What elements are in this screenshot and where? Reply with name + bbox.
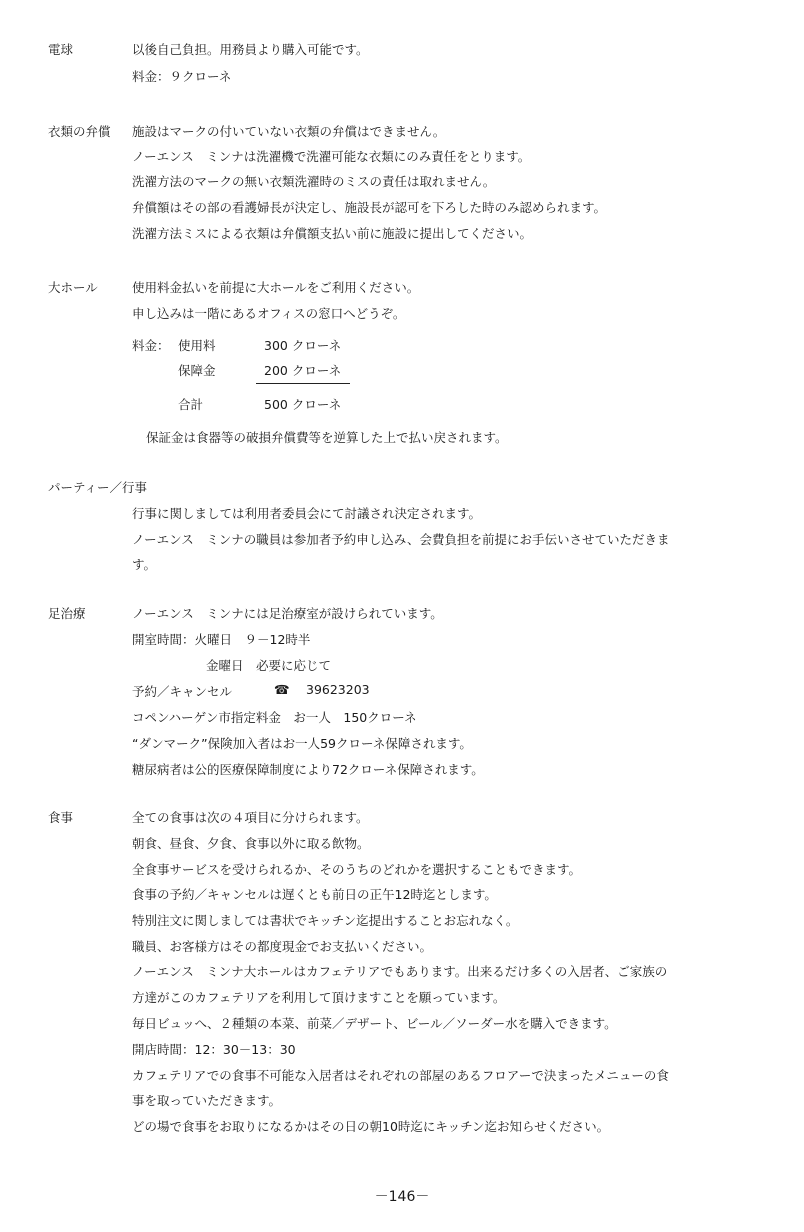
line: コペンハーゲン市指定料金 お一人 150クローネ [132,710,417,725]
line: 保証金は食器等の破損弁償費等を逆算した上で払い戻されます。 [146,430,508,445]
fee-label: 料金： [132,338,170,353]
fee-row-name: 保障金 [178,363,216,378]
fee-row-name: 使用料 [178,338,216,353]
line: 事を取っていただきます。 [132,1093,282,1108]
section-label: 電球 [48,42,74,57]
line: 料金：９クローネ [132,69,232,84]
line: 使用料金払いを前提に大ホールをご利用ください。 [132,280,420,295]
fee-total-name: 合計 [178,397,204,412]
line: ノーエンス ミンナの職員は参加者予約申し込み、会費負担を前提にお手伝いさせていただきま [132,532,670,547]
line: 朝食、昼食、夕食、食事以外に取る飲物。 [132,836,370,851]
line: す。 [132,557,157,572]
line: ノーエンス ミンナには足治療室が設けられています。 [132,606,443,621]
line: 施設はマークの付いていない衣類の弁償はできません。 [132,124,446,139]
line: ノーエンス ミンナ大ホールはカフェテリアでもあります。出来るだけ多くの入居者、ご家族の [132,964,668,979]
phone-number: 39623203 [306,682,370,697]
line: 洗濯方法ミスによる衣類は弁償額支払い前に施設に提出してください。 [132,226,533,241]
section-label: 衣類の弁償 [48,124,111,139]
line: 金曜日 必要に応じて [206,658,332,673]
section-label: 食事 [48,810,74,825]
line: 食事の予約／キャンセルは遅くとも前日の正午12時迄とします。 [132,887,497,902]
fee-row-amount: 200 クローネ [264,363,342,378]
sum-rule [256,383,350,384]
line: 特別注文に関しましては書状でキッチン迄提出することお忘れなく。 [132,913,519,928]
line: 予約／キャンセル [132,684,233,699]
line: 方達がこのカフェテリアを利用して頂けますことを願っています。 [132,990,506,1005]
line: 糖尿病者は公的医療保障制度により72クローネ保障されます。 [132,762,484,777]
line: 職員、お客様方はその都度現金でお支払いください。 [132,939,433,954]
line: 全食事サービスを受けられるか、そのうちのどれかを選択することもできます。 [132,862,582,877]
section-label: パーティー／行事 [48,480,148,495]
line: 行事に関しましては利用者委員会にて討議され決定されます。 [132,506,482,521]
line: 開店時間：12：30－13：30 [132,1042,296,1057]
line: 以後自己負担。用務員より購入可能です。 [132,42,369,57]
phone-icon: ☎ [274,682,290,697]
line: 申し込みは一階にあるオフィスの窓口へどうぞ。 [132,306,406,321]
fee-total-amount: 500 クローネ [264,397,342,412]
line: 洗濯方法のマークの無い衣類洗濯時のミスの責任は取れません。 [132,174,496,189]
line: 全ての食事は次の４項目に分けられます。 [132,810,369,825]
fee-row-amount: 300 クローネ [264,338,342,353]
line: “ダンマーク”保険加入者はお一人59クローネ保障されます。 [132,736,472,751]
line: 開室時間：火曜日 ９－12時半 [132,632,311,647]
line: どの場で食事をお取りになるかはその日の朝10時迄にキッチン迄お知らせください。 [132,1119,610,1134]
page-number: －146－ [374,1189,430,1205]
section-label: 足治療 [48,606,86,621]
line: カフェテリアでの食事不可能な入居者はそれぞれの部屋のあるフロアーで決まったメニューの食 [132,1068,669,1083]
line: 毎日ビュッへ、２種類の本菜、前菜／デザート、ビール／ソーダー水を購入できます。 [132,1016,617,1031]
line: 弁償額はその部の看護婦長が決定し、施設長が認可を下ろした時のみ認められます。 [132,200,607,215]
line: ノーエンス ミンナは洗濯機で洗濯可能な衣類にのみ責任をとります。 [132,149,531,164]
section-label: 大ホール [48,280,98,295]
